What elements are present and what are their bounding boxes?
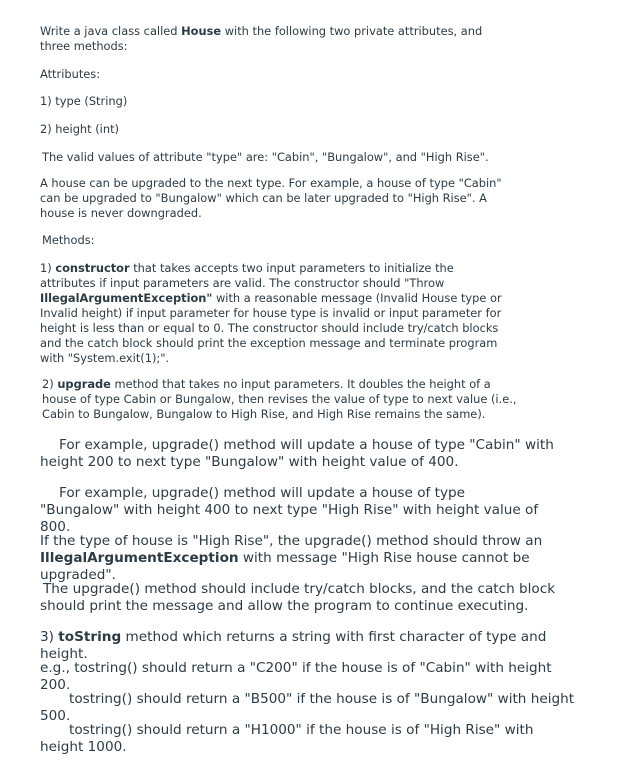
method-name-tostring: toString — [58, 629, 122, 645]
upgrade-description — [42, 377, 517, 422]
attribute-height: 2) height (int) — [40, 122, 119, 136]
class-name: House — [181, 24, 222, 38]
try-catch-text: The upgrade() method should include try/catch blocks, and the catch block should print the message and allow the program to continue executing. — [40, 581, 556, 614]
intro-text: Write a java class called — [40, 24, 182, 38]
constructor-text-end: with a reasonable message (Invalid House type or Invalid height) if input parameter for house type is invalid or input parameter for height is less than or equal to 0. The constructor should include try/catch blocks and the catch block should print the exception message and terminate program with "System.exit(1);". — [40, 291, 502, 365]
method-name-upgrade: upgrade — [57, 377, 111, 391]
constructor-text: that takes accepts two input parameters to initialize the attributes if input parameters are valid. The constructor should "Throw — [40, 261, 454, 290]
intro-text-end: with the following two private attributes, and three methods: — [40, 24, 483, 53]
method-name-constructor: constructor — [55, 261, 130, 275]
valid-values-text: The valid values of attribute "type" are: "Cabin", "Bungalow", and "High Rise". — [42, 150, 489, 164]
high-rise-exception-text — [40, 533, 560, 584]
upgrade-note: A house can be upgraded to the next type. For example, a house of type "Cabin" can be upgraded to "Bungalow" which can be later upgraded to "High Rise". A house is never downgraded. — [40, 176, 502, 220]
tostring-description — [40, 629, 580, 663]
exception-name: IllegalArgumentException — [40, 550, 239, 566]
attributes-heading: Attributes: — [40, 67, 101, 81]
example-cabin: For example, upgrade() method will update a house of type "Cabin" with height 200 to next type "Bungalow" with height value of 400. — [40, 437, 554, 470]
high-rise-text: If the type of house is "High Rise", the upgrade() method should throw an — [40, 533, 543, 549]
constructor-description — [40, 261, 510, 366]
tostring-text: method which returns a string with first character of type and height. — [40, 629, 547, 662]
intro-paragraph — [40, 24, 510, 54]
attribute-type: 1) type (String) — [40, 94, 128, 108]
exception-name: IllegalArgumentException" — [40, 291, 213, 305]
high-rise-text-end: with message "High Rise house cannot be upgraded". — [40, 550, 530, 583]
method-number: 1) — [40, 261, 56, 275]
example-b500: tostring() should return a "B500" if the house is of "Bungalow" with height 500. — [40, 691, 575, 724]
example-c200: e.g., tostring() should return a "C200" if the house is of "Cabin" with height 200. — [40, 660, 552, 693]
method-number: 2) — [42, 377, 58, 391]
example-h1000: tostring() should return a "H1000" if the house is of "High Rise" with height 1000. — [40, 722, 534, 755]
methods-heading: Methods: — [42, 233, 95, 247]
method-number: 3) — [40, 629, 59, 645]
example-bungalow: For example, upgrade() method will update a house of type "Bungalow" with height 400 to next type "High Rise" with height value of 800. — [40, 485, 539, 535]
upgrade-text: method that takes no input parameters. It doubles the height of a house of type Cabin or Bungalow, then revises the value of type to next value (i.e., Cabin to Bungalow, Bungalow to High Rise, and High Rise remains the same). — [42, 377, 517, 421]
